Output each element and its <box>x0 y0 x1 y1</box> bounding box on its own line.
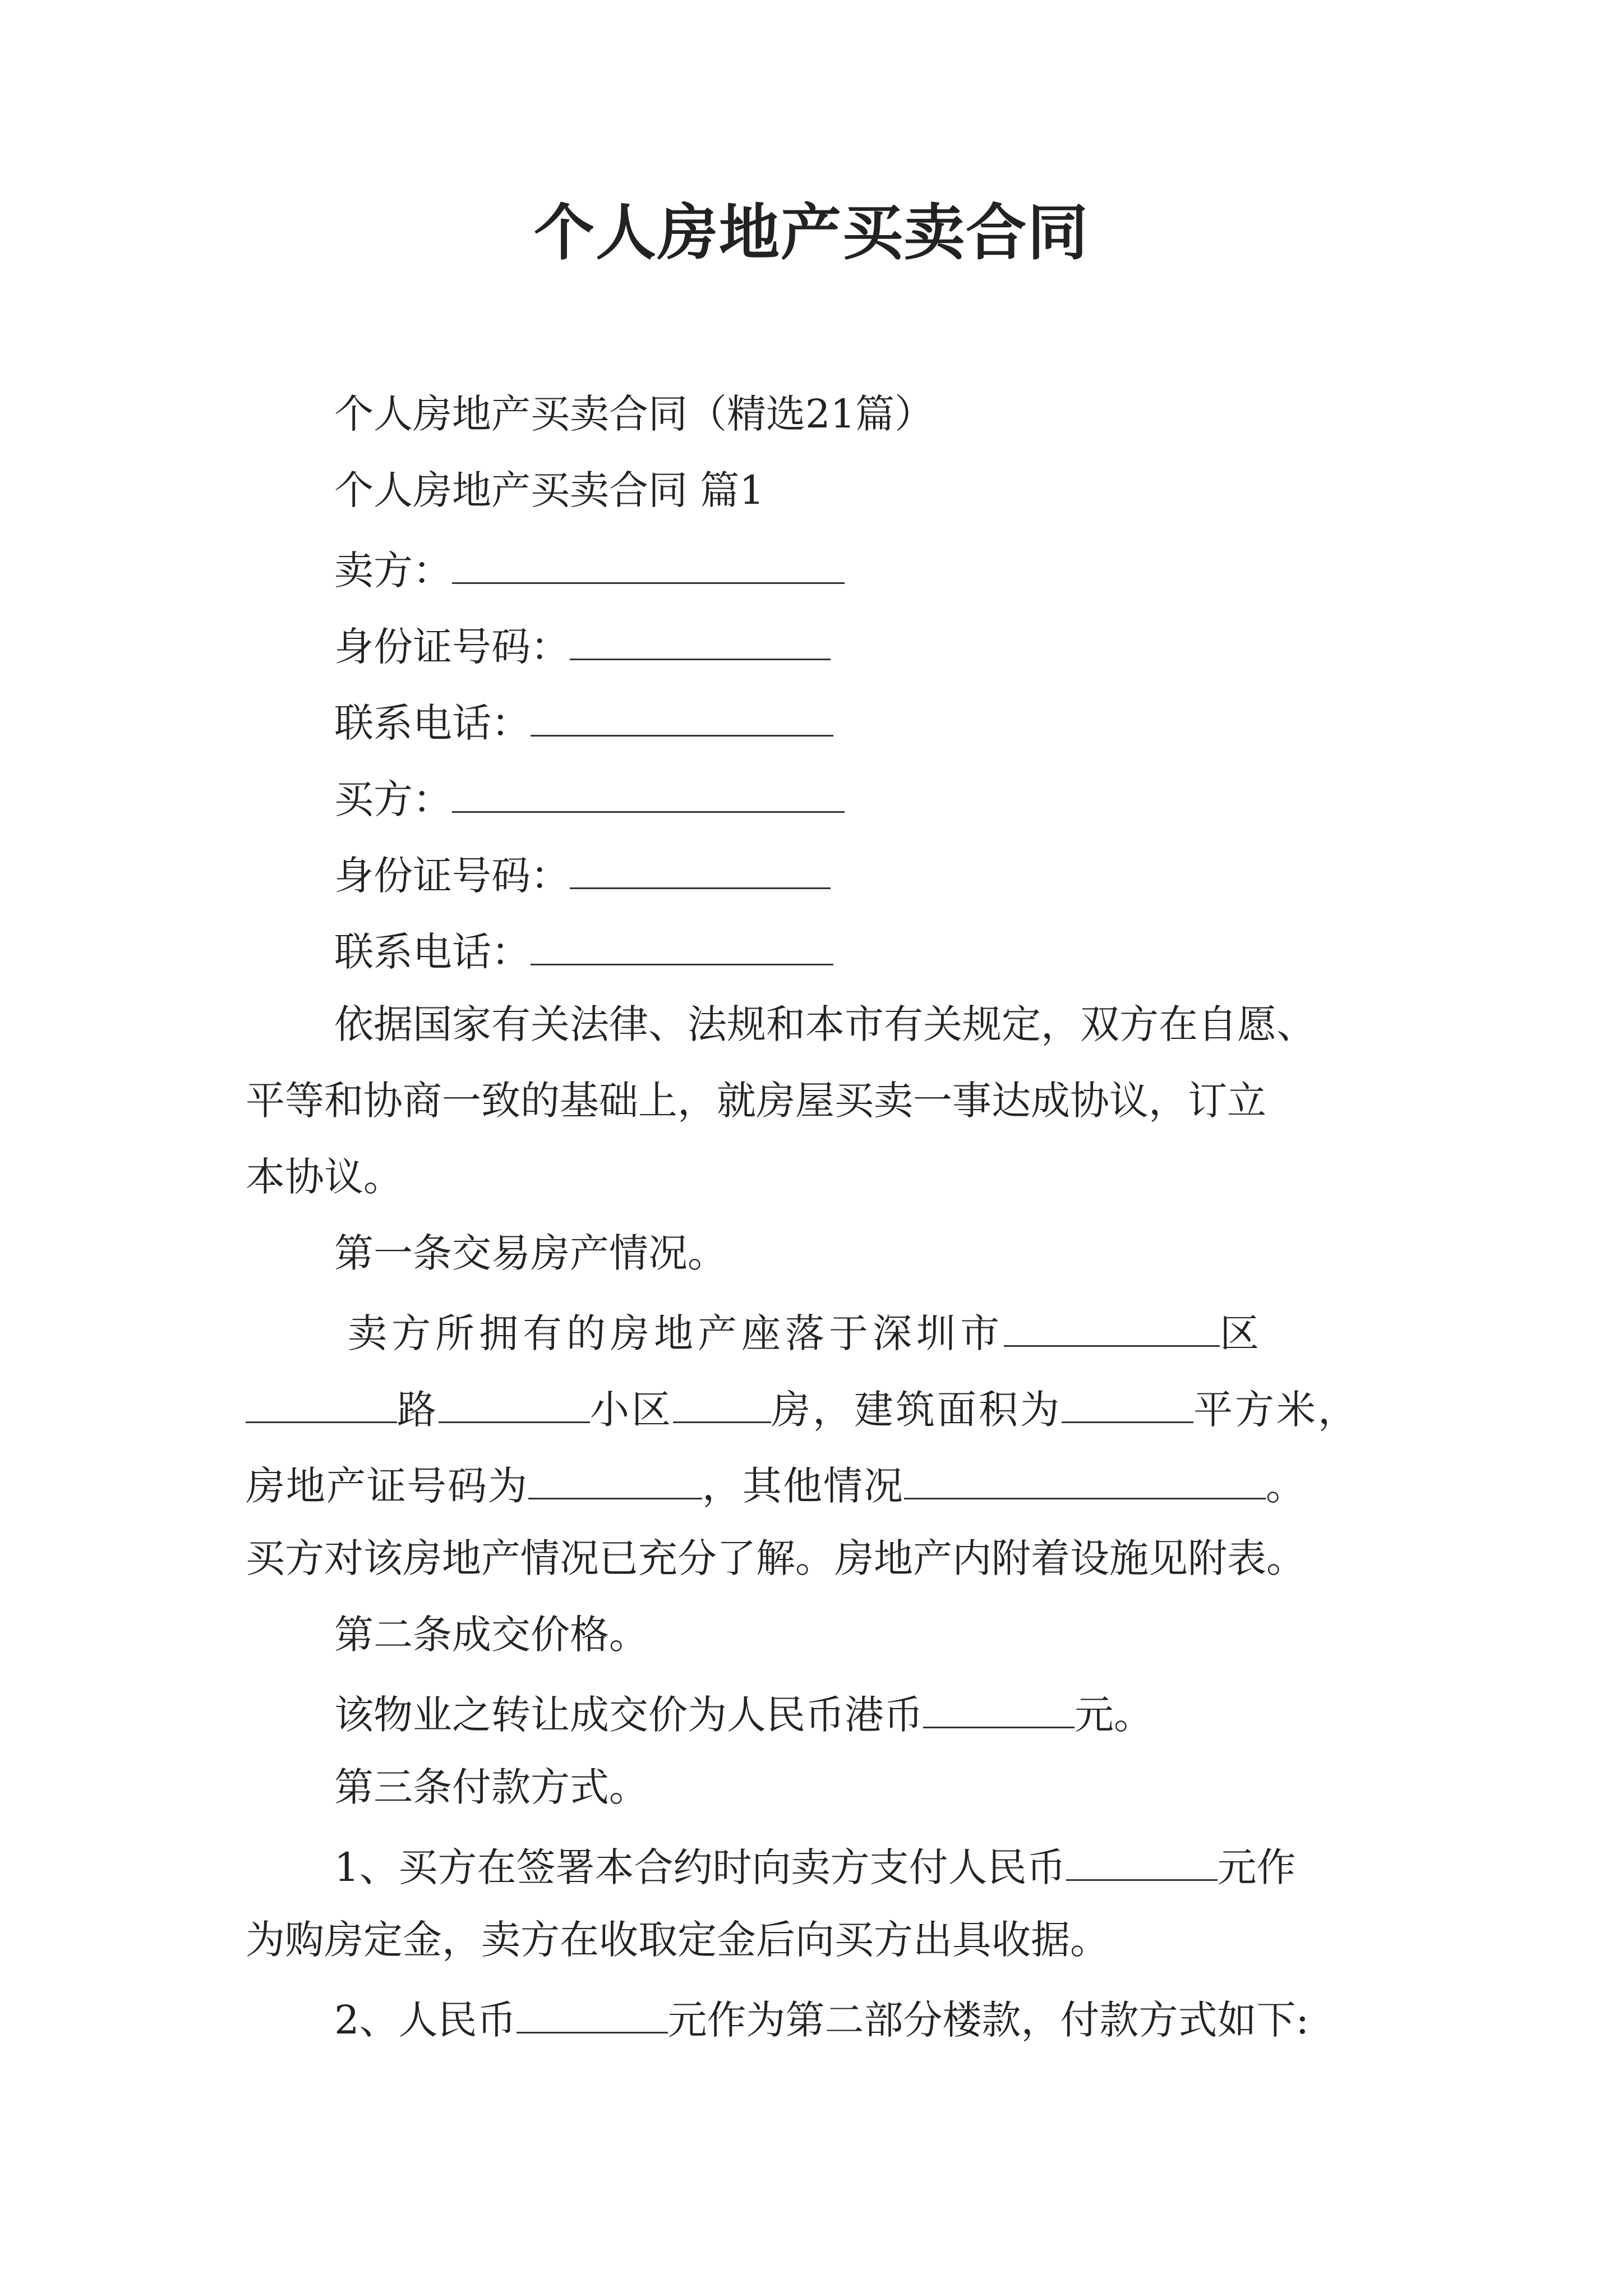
article-1-area-unit: 平方米， <box>1193 1387 1359 1433</box>
article-1-road-label: 路 <box>397 1387 439 1433</box>
buyer-id-row <box>334 844 831 904</box>
article-3-item-1-tail: 元作 <box>1217 1844 1296 1890</box>
article-1-line-4: 买方对该房地产情况已充分了解。房地产内附着设施见附表。 <box>246 1535 1306 1581</box>
seller-name-field[interactable] <box>452 539 845 584</box>
article-3-title: 第三条付款方式。 <box>334 1764 648 1810</box>
second-payment-field[interactable] <box>517 1988 668 2033</box>
buyer-phone-field[interactable] <box>531 920 833 965</box>
article-1-line-1 <box>348 1301 1264 1361</box>
buyer-id-field[interactable] <box>570 844 831 889</box>
section-heading: 个人房地产买卖合同 篇1 <box>334 467 764 513</box>
article-1-period: 。 <box>1266 1463 1306 1509</box>
article-1-community-label: 小区 <box>590 1387 673 1433</box>
seller-id-row <box>334 615 831 675</box>
buyer-label: 买方： <box>334 776 452 822</box>
buyer-phone-row <box>334 920 833 980</box>
intro-line-3: 本协议。 <box>246 1154 403 1200</box>
article-3-item-1 <box>334 1835 1296 1895</box>
article-1-text-b: 区 <box>1220 1310 1264 1356</box>
buyer-row <box>334 767 845 827</box>
intro-line-1: 依据国家有关法律、法规和本市有关规定，双方在自愿、 <box>334 1001 1316 1047</box>
document-title: 个人房地产买卖合同 <box>533 197 1089 268</box>
intro-line-2: 平等和协商一致的基础上，就房屋买卖一事达成协议，订立 <box>246 1078 1266 1124</box>
buyer-phone-label: 联系电话： <box>334 929 531 975</box>
road-field[interactable] <box>246 1378 397 1423</box>
document-subtitle: 个人房地产买卖合同（精选21篇） <box>334 391 934 437</box>
area-field[interactable] <box>1062 1378 1193 1423</box>
article-2-title: 第二条成交价格。 <box>334 1612 648 1658</box>
article-1-line-3 <box>246 1454 1401 1514</box>
article-3-item-1-line-2: 为购房定金，卖方在收取定金后向买方出具收据。 <box>246 1917 1109 1963</box>
other-conditions-field[interactable] <box>904 1454 1266 1499</box>
seller-label: 卖方： <box>334 547 452 593</box>
community-field[interactable] <box>439 1378 590 1423</box>
article-2-price-unit: 元。 <box>1075 1692 1153 1738</box>
article-3-item-2-text: 2、人民币 <box>334 1997 517 2043</box>
seller-id-label: 身份证号码： <box>334 624 570 670</box>
article-1-area-text: 房，建筑面积为 <box>771 1387 1062 1433</box>
deposit-amount-field[interactable] <box>1066 1835 1218 1881</box>
seller-phone-row <box>334 691 833 751</box>
article-1-text-a: 卖方所拥有的房地产座落于深圳市 <box>348 1310 1004 1356</box>
article-1-cert-label: 房地产证号码为 <box>246 1463 528 1509</box>
district-field[interactable] <box>1004 1301 1220 1347</box>
article-3-item-2 <box>334 1988 1309 2048</box>
article-3-item-2-tail: 元作为第二部分楼款，付款方式如下: <box>667 1997 1310 2043</box>
certificate-number-field[interactable] <box>528 1454 702 1499</box>
seller-row <box>334 539 845 599</box>
buyer-name-field[interactable] <box>452 767 845 813</box>
seller-phone-label: 联系电话： <box>334 700 531 746</box>
seller-id-field[interactable] <box>570 615 831 660</box>
article-3-item-1-text: 1、买方在签署本合约时向卖方支付人民币 <box>334 1844 1066 1890</box>
price-field[interactable] <box>923 1683 1075 1728</box>
article-2-price-text: 该物业之转让成交价为人民币港币 <box>334 1692 923 1738</box>
article-1-title: 第一条交易房产情况。 <box>334 1230 727 1276</box>
seller-phone-field[interactable] <box>531 691 833 737</box>
buyer-id-label: 身份证号码： <box>334 853 570 899</box>
article-1-other-label: ，其他情况 <box>702 1463 904 1509</box>
room-field[interactable] <box>673 1378 771 1423</box>
article-1-line-2 <box>246 1378 1401 1438</box>
article-2-line-1 <box>334 1683 1153 1743</box>
